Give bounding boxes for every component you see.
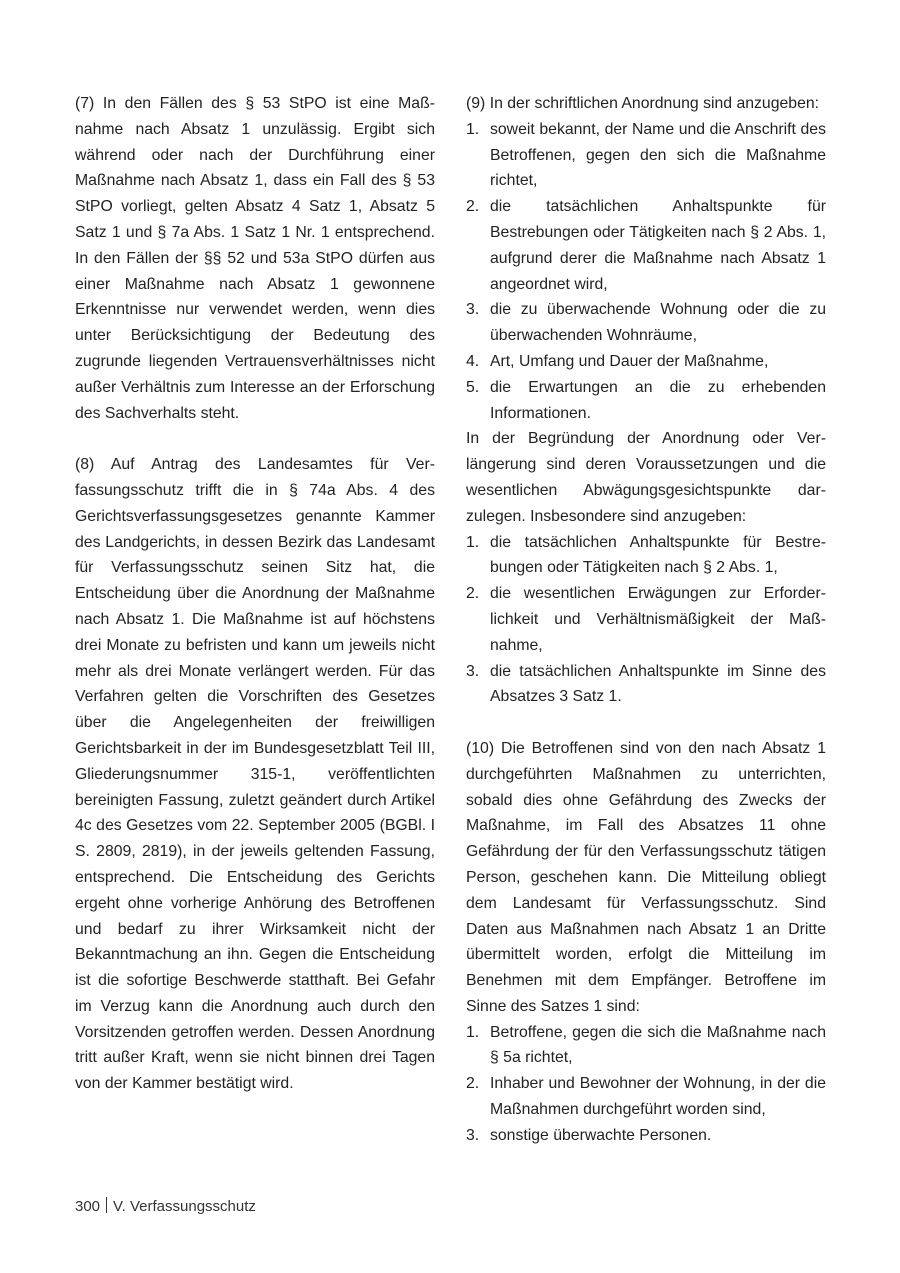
paragraph-9-intro: (9) In der schriftlichen Anordnung sind anzugeben: bbox=[466, 95, 820, 112]
list-text: die tatsächlichen Anhaltspunkte im Sinne des Absatzes 3 Satz 1. bbox=[490, 662, 826, 706]
list-text: soweit bekannt, der Name und die Anschrift des Betroffenen, gegen den sich die Maßnahme richtet, bbox=[490, 120, 826, 190]
list-item bbox=[466, 1020, 826, 1072]
paragraph-7: (7) In den Fällen des § 53 StPO ist eine Maßnahme nach Absatz 1 unzulässig. Ergibt sich während oder nach der Durchführung einer Maßnahme nach Absatz 1, dass ein Fall des § 53 StPO vorliegt, gelten Absatz 4 Satz 1, Absatz 5 Satz 1 und § 7a Abs. 1 Satz 1 Nr. 1 entsprechend. In den Fällen der §§ 52 und 53a StPO dürfen aus einer Maßnahme nach Absatz 1 gewonnene Erkenntnisse nur verwendet werden, wenn dies unter Berücksichtigung der Bedeutung des zugrunde liegenden Vertrauensverhältnisses nicht außer Verhältnis zum Interesse an der Erforschung des Sachverhalts steht. bbox=[75, 95, 435, 422]
paragraph-9-justification: In der Begründung der Anordnung oder Verlängerung sind deren Voraussetzungen und die wesentlichen Abwägungsgesichtspunkte darzulegen. Insbesondere sind anzugeben: bbox=[466, 430, 826, 525]
paragraph-8: (8) Auf Antrag des Landesamtes für Verfassungsschutz trifft die in § 74a Abs. 4 des Gerichtsverfassungsgesetzes genannte Kammer des Landgerichts, in dessen Bezirk das Landesamt für Verfassungsschutz seinen Sitz hat, die Entscheidung über die Anordnung der Maßnahme nach Absatz 1. Die Maßnahme ist auf höchstens drei Monate zu befristen und kann um jeweils nicht mehr als drei Monate verlängert werden. Für das Verfahren gelten die Vorschriften des Gesetzes über die Angelegenheiten der freiwilligen Gerichtsbarkeit in der im Bundesgesetzblatt Teil III, Gliederungsnummer 315-1, veröffentlichten bereinigten Fassung, zuletzt geändert durch Artikel 4c des Gesetzes vom 22. September 2005 (BGBl. I S. 2809, 2819), in der jeweils geltenden Fassung, entsprechend. Die Entscheidung des Gerichts ergeht ohne vorherige Anhörung des Betroffenen und bedarf zu ihrer Wirksamkeit nicht der Bekanntmachung an ihn. Gegen die Entscheidung ist die sofortige Beschwerde statthaft. Bei Gefahr im Verzug kann die Anordnung auch durch den Vorsitzenden getroffen werden. Dessen Anordnung tritt außer Kraft, wenn sie nicht binnen drei Tagen von der Kammer bestätigt wird. bbox=[75, 456, 435, 1093]
footer-separator bbox=[106, 1197, 107, 1213]
list-item bbox=[466, 581, 826, 658]
list-text: sonstige überwachte Personen. bbox=[490, 1126, 712, 1144]
list-number: 3. bbox=[466, 1126, 480, 1144]
list-number: 3. bbox=[466, 662, 480, 680]
page-number: 300 bbox=[75, 1198, 101, 1215]
list-item bbox=[466, 297, 826, 349]
list-number: 2. bbox=[466, 1075, 480, 1093]
page-footer bbox=[75, 1197, 256, 1217]
list-item bbox=[466, 375, 826, 427]
list-text: die Erwartungen an die zu erhebenden Informationen. bbox=[490, 378, 826, 422]
list-text: die tatsächlichen Anhaltspunkte für Bestrebungen oder Tätigkeiten nach § 2 Abs. 1, bbox=[490, 533, 826, 577]
list-text: die tatsächlichen Anhaltspunkte für Bestrebungen oder Tätigkeiten nach § 2 Abs. 1, aufgrund derer die Maßnahme nach Absatz 1 angeordnet wird, bbox=[490, 198, 826, 293]
paragraph-10-intro: (10) Die Betroffenen sind von den nach Absatz 1 durchgeführten Maßnahmen zu unterrichten, sobald dies ohne Gefährdung des Zwecks der Maßnahme, im Fall des Absatzes 11 ohne Gefährdung der für den Verfassungsschutz tätigen Person, geschehen kann. Die Mitteilung obliegt dem Landesamt für Verfassungsschutz. Sind Daten aus Maßnahmen nach Absatz 1 an Dritte übermittelt worden, erfolgt die Mitteilung im Benehmen mit dem Empfänger. Betroffene im Sinne des Satzes 1 sind: bbox=[466, 739, 826, 1015]
paragraph-spacer bbox=[466, 710, 826, 736]
list-number: 4. bbox=[466, 352, 480, 370]
list-item bbox=[466, 659, 826, 711]
paragraph-10-list bbox=[466, 1020, 826, 1149]
list-number: 5. bbox=[466, 378, 480, 396]
paragraph-9-list bbox=[466, 117, 826, 427]
list-text: Inhaber und Bewohner der Wohnung, in der die Maßnahmen durchgeführt worden sind, bbox=[490, 1075, 826, 1119]
paragraph-9-justification-list bbox=[466, 530, 826, 711]
list-number: 2. bbox=[466, 198, 480, 216]
list-item bbox=[466, 1123, 826, 1149]
right-column bbox=[466, 91, 826, 1149]
list-item bbox=[466, 117, 826, 194]
list-number: 1. bbox=[466, 533, 480, 551]
list-number: 2. bbox=[466, 585, 480, 603]
list-item bbox=[466, 349, 826, 375]
list-number: 1. bbox=[466, 1023, 480, 1041]
list-text: die zu überwachende Wohnung oder die zu überwachenden Wohnräume, bbox=[490, 301, 826, 345]
list-number: 1. bbox=[466, 120, 480, 138]
list-item bbox=[466, 530, 826, 582]
left-column bbox=[75, 91, 435, 1097]
section-title: V. Verfassungsschutz bbox=[113, 1198, 256, 1215]
list-text: Art, Umfang und Dauer der Maßnahme, bbox=[490, 352, 769, 370]
list-item bbox=[466, 194, 826, 297]
list-number: 3. bbox=[466, 301, 480, 319]
list-text: die wesentlichen Erwägungen zur Erforderlichkeit und Verhältnismäßigkeit der Maßnahme, bbox=[490, 585, 826, 654]
list-text: Betroffene, gegen die sich die Maßnahme nach § 5a richtet, bbox=[490, 1023, 826, 1067]
list-item bbox=[466, 1071, 826, 1123]
